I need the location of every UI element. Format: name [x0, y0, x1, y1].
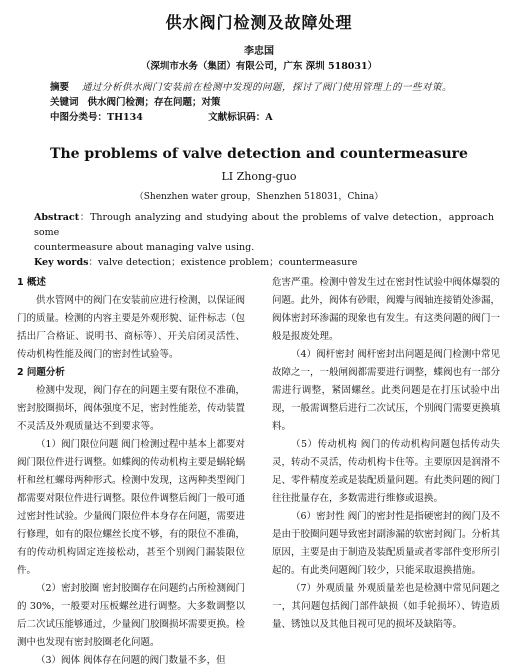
paragraph-limit-issue: （1）阀门限位问题 阀门检测过程中基本上都要对阀门限位件进行调整。如蝶阀的传动机构主要是蜗轮蜗杆和丝杠螺母两种形式。检测中发现，这两种类型阀门都需要对限位件进行调整。限位件调整后阀门一般可通过密封性试验。少量阀门限位件本身存在问题，需要进行修理，如有的限位螺丝长度不够，有的限位不准确，有的传动机构固定连接松动，甚至个别阀门漏装限位件。	[17, 439, 246, 576]
abstract-text: 通过分析供水阀门安装前在检测中发现的问题，探讨了阀门使用管理上的一些对策。	[82, 82, 453, 93]
english-affiliation: （Shenzhen water group，Shenzhen 518031，China）	[134, 192, 384, 202]
paragraph-appearance: （7）外观质量 外观质量差也是检测中常见问题之一，其问题包括阀门部件缺损（如手轮损坏）、铸造质量、锈蚀以及其他目视可见的损坏及缺陷等。	[272, 583, 500, 630]
paragraph-valve-body-continued: 危害严重。检测中曾发生过在密封性试验中阀体爆裂的问题。此外，阀体有砂眼，阀瓣与阀轴连接销处渗漏，阀体密封环渗漏的现象也有发生。有这类问题的阀门一般是报废处理。	[272, 277, 501, 342]
english-abstract-continued: countermeasure about managing valve using.	[34, 242, 255, 253]
paragraph-overview: 供水管网中的阀门在安装前应进行检测，以保证阀门的质量。检测的内容主要是外观形貌、证件标志（包括出厂合格证、说明书、商标等）、开关启闭灵活性、传动机构性能及阀门的密封性试验等。	[17, 295, 246, 360]
paragraph-stem-seal: （4）阀杆密封 阀杆密封出问题是阀门检测中常见故障之一，一般闸阀都需要进行调整，蝶阀也有一部分需进行调整，紧固螺丝。此类问题是在打压试验中出现，一般需调整后进行二次试压，个别阀门需要更换填料。	[272, 349, 501, 432]
english-abstract	[34, 210, 494, 240]
abstract-label: 摘要	[50, 82, 70, 93]
paragraph-sealing: （6）密封性 阀门的密封性是指硬密封的阀门及不是由于胶圈问题导致密封副渗漏的软密封阀门。分析其原因，主要是由于制造及装配质量或者零部件变形所引起的。有此类问题阀门较少，只能采取退换措施。	[272, 511, 501, 576]
left-column	[17, 274, 245, 670]
english-keywords-text: ：valve detection；existence problem；countermeasure	[88, 257, 358, 268]
doc-code-label: 文献标识码：	[208, 112, 266, 123]
english-keywords-label: Key words	[34, 257, 89, 268]
english-keywords	[34, 255, 494, 270]
section-heading-overview: 1 概述	[17, 277, 46, 288]
chinese-keywords	[50, 95, 495, 110]
keywords-label: 关键词	[50, 97, 79, 108]
classification-line	[50, 110, 495, 125]
english-abstract-label: Abstract	[34, 212, 80, 223]
paragraph-analysis-intro: 检测中发现，阀门存在的问题主要有限位不准确，密封胶圈损坏，阀体强度不足，密封性能差，传动装置不灵活及外观质量达不到要求等。	[17, 385, 246, 432]
english-abstract-block	[34, 210, 494, 270]
clc-label: 中图分类号：	[50, 112, 108, 123]
paragraph-valve-body-start: （3）阀体 阀体存在问题的阀门数量不多，但	[36, 655, 226, 666]
section-heading-analysis: 2 问题分析	[17, 367, 65, 378]
english-author: LI Zhong-guo	[221, 170, 297, 183]
paragraph-transmission: （5）传动机构 阀门的传动机构问题包括传动失灵，转动不灵活，传动机构卡住等。主要原因是润滑不足、零件精度差或是装配质量问题。有此类问题的阀门往往批量存在，多数需进行维修或退换。	[272, 439, 501, 504]
chinese-title: 供水阀门检测及故障处理	[165, 13, 353, 32]
english-title: The problems of valve detection and countermeasure	[50, 146, 468, 162]
author-name: 李忠国	[244, 46, 274, 57]
chinese-abstract-block	[50, 80, 495, 125]
right-column	[272, 274, 500, 634]
clc-code: TH134	[107, 112, 143, 123]
chinese-abstract	[50, 80, 495, 95]
keywords-text: 供水阀门检测；存在问题；对策	[87, 97, 221, 108]
doc-code: A	[265, 112, 273, 123]
english-abstract-text-1: ：Through analyzing and studying about the problems of valve detection，approach some	[34, 212, 494, 238]
author-affiliation: （深圳市水务（集团）有限公司，广东 深圳 518031）	[140, 61, 378, 72]
paragraph-seal-ring: （2）密封胶圈 密封胶圈存在问题约占所检测阀门的 30%，一般要对压板螺丝进行调整。大多数调整以后二次试压能够通过，少量阀门胶圈损坏需要更换。检测中也发现有密封胶圈老化问题。	[17, 583, 246, 648]
